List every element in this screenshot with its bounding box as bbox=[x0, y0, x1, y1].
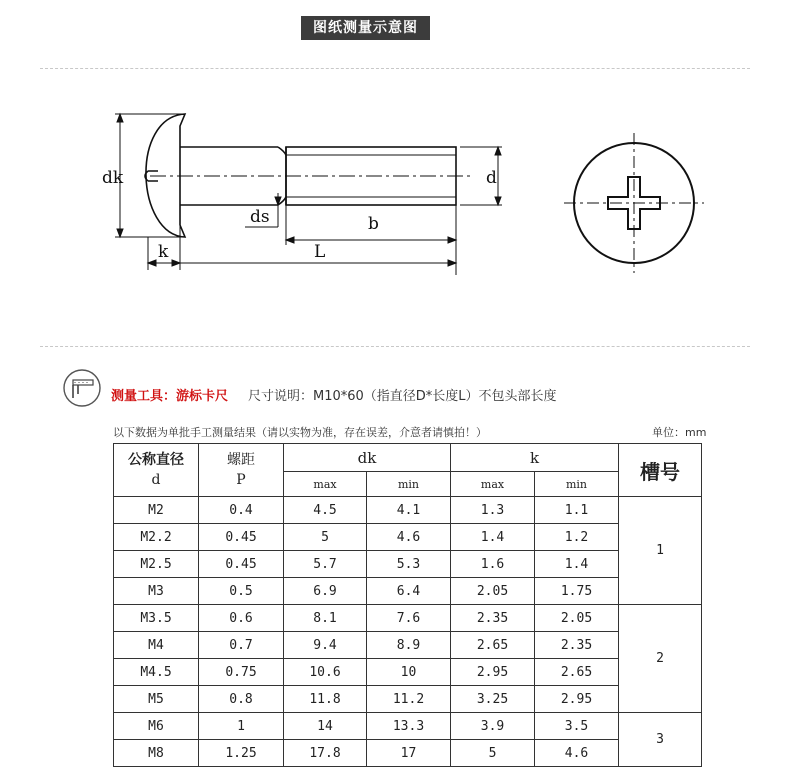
table-row bbox=[114, 713, 702, 740]
size-note: 尺寸说明：M10*60（指直径D*长度L）不包头部长度 bbox=[248, 389, 557, 404]
cell-p: 1 bbox=[199, 713, 284, 740]
cell-p: 0.5 bbox=[199, 578, 284, 605]
cell-d: M5 bbox=[114, 686, 199, 713]
cell-k-max: 2.95 bbox=[451, 659, 535, 686]
table-row bbox=[114, 578, 702, 605]
cell-p: 1.25 bbox=[199, 740, 284, 767]
cell-p: 0.45 bbox=[199, 551, 284, 578]
header-pitch: 螺距 P bbox=[199, 444, 284, 497]
header-nominal: 公称直径 d bbox=[114, 444, 199, 497]
label-d: d bbox=[486, 168, 497, 188]
cell-dk-min: 7.6 bbox=[367, 605, 451, 632]
cell-dk-min: 5.3 bbox=[367, 551, 451, 578]
cell-p: 0.8 bbox=[199, 686, 284, 713]
cell-dk-min: 8.9 bbox=[367, 632, 451, 659]
header-k: k bbox=[451, 444, 619, 472]
cell-slot: 1 bbox=[619, 497, 702, 605]
table-row bbox=[114, 740, 702, 767]
cell-dk-min: 6.4 bbox=[367, 578, 451, 605]
cell-k-min: 2.35 bbox=[535, 632, 619, 659]
screw-drawing bbox=[90, 85, 730, 285]
cell-k-min: 2.05 bbox=[535, 605, 619, 632]
label-b: b bbox=[368, 214, 379, 234]
cell-k-max: 1.6 bbox=[451, 551, 535, 578]
cell-slot: 2 bbox=[619, 605, 702, 713]
spec-table bbox=[113, 443, 702, 767]
cell-d: M2.5 bbox=[114, 551, 199, 578]
cell-k-min: 1.2 bbox=[535, 524, 619, 551]
cell-dk-max: 11.8 bbox=[284, 686, 367, 713]
table-row bbox=[114, 605, 702, 632]
cell-k-max: 2.05 bbox=[451, 578, 535, 605]
cell-p: 0.4 bbox=[199, 497, 284, 524]
table-row bbox=[114, 497, 702, 524]
cell-d: M2.2 bbox=[114, 524, 199, 551]
caliper-icon bbox=[62, 368, 102, 408]
cell-k-min: 1.4 bbox=[535, 551, 619, 578]
header-dk: dk bbox=[284, 444, 451, 472]
cell-k-min: 1.75 bbox=[535, 578, 619, 605]
cell-dk-min: 17 bbox=[367, 740, 451, 767]
label-dk: dk bbox=[102, 168, 124, 188]
cell-dk-max: 4.5 bbox=[284, 497, 367, 524]
cell-k-max: 3.9 bbox=[451, 713, 535, 740]
header-k-max: max bbox=[451, 472, 535, 497]
cell-k-min: 2.65 bbox=[535, 659, 619, 686]
measurement-tool-row bbox=[62, 368, 762, 412]
measurement-note: 以下数据为单批手工测量结果（请以实物为准，存在误差，介意者请慎拍！） bbox=[113, 426, 487, 439]
cell-k-max: 1.3 bbox=[451, 497, 535, 524]
divider-middle bbox=[40, 346, 750, 347]
cell-dk-max: 17.8 bbox=[284, 740, 367, 767]
header-dk-min: min bbox=[367, 472, 451, 497]
cell-d: M3.5 bbox=[114, 605, 199, 632]
cell-d: M6 bbox=[114, 713, 199, 740]
cell-dk-max: 14 bbox=[284, 713, 367, 740]
cell-k-max: 3.25 bbox=[451, 686, 535, 713]
cell-dk-min: 10 bbox=[367, 659, 451, 686]
cell-slot: 3 bbox=[619, 713, 702, 767]
cell-p: 0.7 bbox=[199, 632, 284, 659]
header-k-min: min bbox=[535, 472, 619, 497]
cell-k-max: 1.4 bbox=[451, 524, 535, 551]
cell-d: M4.5 bbox=[114, 659, 199, 686]
cell-dk-max: 8.1 bbox=[284, 605, 367, 632]
cell-dk-max: 6.9 bbox=[284, 578, 367, 605]
table-row bbox=[114, 551, 702, 578]
table-row bbox=[114, 632, 702, 659]
cell-p: 0.6 bbox=[199, 605, 284, 632]
cell-k-max: 5 bbox=[451, 740, 535, 767]
header-dk-max: max bbox=[284, 472, 367, 497]
label-k: k bbox=[158, 242, 169, 262]
cell-k-min: 3.5 bbox=[535, 713, 619, 740]
divider-top bbox=[40, 68, 750, 69]
cell-k-max: 2.35 bbox=[451, 605, 535, 632]
cell-dk-min: 13.3 bbox=[367, 713, 451, 740]
cell-dk-min: 11.2 bbox=[367, 686, 451, 713]
section-title: 图纸测量示意图 bbox=[301, 16, 430, 40]
cell-d: M8 bbox=[114, 740, 199, 767]
table-row bbox=[114, 686, 702, 713]
header-slot: 槽号 bbox=[619, 444, 702, 497]
cell-k-min: 4.6 bbox=[535, 740, 619, 767]
tool-label: 测量工具：游标卡尺 bbox=[111, 389, 229, 404]
cell-p: 0.45 bbox=[199, 524, 284, 551]
cell-dk-min: 4.1 bbox=[367, 497, 451, 524]
cell-d: M2 bbox=[114, 497, 199, 524]
cell-d: M3 bbox=[114, 578, 199, 605]
cell-dk-max: 5 bbox=[284, 524, 367, 551]
cell-dk-max: 10.6 bbox=[284, 659, 367, 686]
head-top-view bbox=[564, 133, 704, 273]
cell-p: 0.75 bbox=[199, 659, 284, 686]
cell-dk-max: 5.7 bbox=[284, 551, 367, 578]
cell-dk-max: 9.4 bbox=[284, 632, 367, 659]
table-row bbox=[114, 659, 702, 686]
label-L: L bbox=[314, 242, 326, 262]
cell-d: M4 bbox=[114, 632, 199, 659]
cell-k-max: 2.65 bbox=[451, 632, 535, 659]
cell-dk-min: 4.6 bbox=[367, 524, 451, 551]
unit-note: 单位：mm bbox=[652, 426, 707, 439]
label-ds: ds bbox=[250, 207, 270, 227]
cell-k-min: 2.95 bbox=[535, 686, 619, 713]
table-row bbox=[114, 524, 702, 551]
cell-k-min: 1.1 bbox=[535, 497, 619, 524]
